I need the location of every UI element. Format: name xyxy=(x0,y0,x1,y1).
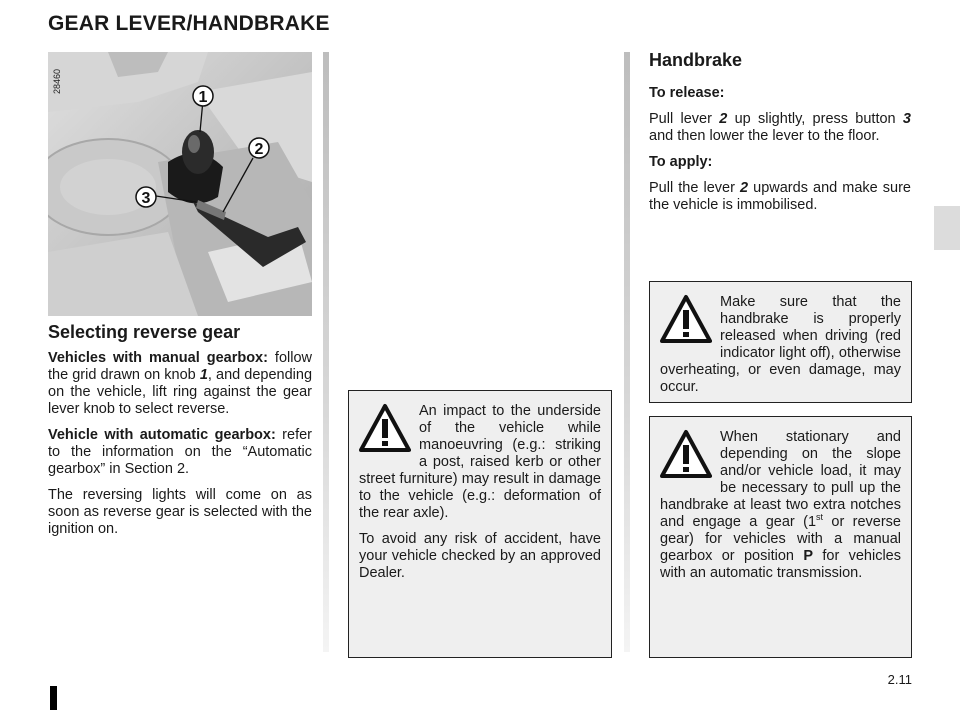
reverse-body xyxy=(48,350,312,547)
reversing-lights-paragraph: The reversing lights will come on as soon as reverse gear is selected with the ignition on. xyxy=(48,487,312,537)
button-ref: 3 xyxy=(902,111,911,127)
stationary-text-b: or reverse gear) for vehicles with a manual gearbox or position xyxy=(660,514,901,564)
ordinal-suffix: st xyxy=(816,512,824,523)
release-warning-text: Make sure that the handbrake is properly released when driving (red indicator light off), otherwise overheating, or even damage, may occur. xyxy=(660,294,901,395)
manual-gearbox-lead: Vehicles with manual gearbox: xyxy=(48,350,268,366)
apply-heading xyxy=(649,154,911,171)
gear-lever-photo xyxy=(48,52,312,316)
knob-ref: 1 xyxy=(199,367,208,383)
manual-gearbox-paragraph xyxy=(48,350,312,418)
release-warning-box xyxy=(649,281,912,403)
warning-triangle-icon xyxy=(660,429,712,481)
apply-paragraph xyxy=(649,180,911,214)
lever-ref: 2 xyxy=(719,111,728,127)
automatic-gearbox-paragraph xyxy=(48,427,312,478)
release-text-b: up slightly, press button xyxy=(727,111,903,127)
stationary-warning-box xyxy=(649,416,912,658)
release-text-a: Pull lever xyxy=(649,111,720,127)
column-divider-right xyxy=(624,52,630,652)
manual-text-a: follow the grid drawn on knob xyxy=(48,350,312,383)
release-heading xyxy=(649,85,911,102)
release-paragraph xyxy=(649,111,911,145)
page-title: GEAR LEVER/HANDBRAKE xyxy=(48,12,330,35)
warning-triangle-icon xyxy=(359,403,411,455)
release-text-c: and then lower the lever to the floor. xyxy=(649,128,880,144)
apply-heading-text: To apply: xyxy=(649,154,713,170)
reverse-heading: Selecting reverse gear xyxy=(48,322,241,342)
apply-text-a: Pull the lever xyxy=(649,180,740,196)
figure-code-text: 28460 xyxy=(52,68,62,94)
callout-3-label: 3 xyxy=(141,190,151,207)
apply-text-b: upwards and make sure the vehicle is immobilised. xyxy=(649,180,912,213)
impact-warning-advice: To avoid any risk of accident, have your vehicle checked by an approved Dealer. xyxy=(359,531,601,581)
warning-triangle-icon xyxy=(660,294,712,346)
stationary-text-c: for vehicles with an automatic transmission. xyxy=(660,548,902,581)
stationary-text-a: When stationary and depending on the slope and/or vehicle load, it may be necessary to pull up the handbrake at least two extra notches and engage a gear (1 xyxy=(660,429,901,530)
manual-text-b: , and depending on the vehicle, lift ring against the gear lever knob to select reverse. xyxy=(48,367,313,417)
section-tab xyxy=(934,206,960,250)
handbrake-heading: Handbrake xyxy=(649,50,743,70)
figure-code xyxy=(51,56,63,96)
apply-lever-ref: 2 xyxy=(739,180,749,196)
park-position: P xyxy=(803,548,813,564)
callout-1-label: 1 xyxy=(198,89,208,106)
page-number: 2.11 xyxy=(887,672,912,687)
automatic-gearbox-lead: Vehicle with automatic gearbox: xyxy=(48,427,276,443)
callout-2-label: 2 xyxy=(254,141,264,158)
impact-warning-box xyxy=(348,390,612,658)
page-edge-marker xyxy=(50,686,57,710)
handbrake-body xyxy=(649,85,911,223)
column-divider-left xyxy=(323,52,329,652)
automatic-text: refer to the information on the “Automatic gearbox” in Section 2. xyxy=(48,427,312,477)
release-heading-text: To release: xyxy=(649,85,725,101)
impact-warning-text: An impact to the underside of the vehicle while manoeuvring (e.g.: striking a post, raised kerb or other street furniture) may result in damage to the vehicle (e.g.: deformation of the rear axle). xyxy=(359,403,601,521)
